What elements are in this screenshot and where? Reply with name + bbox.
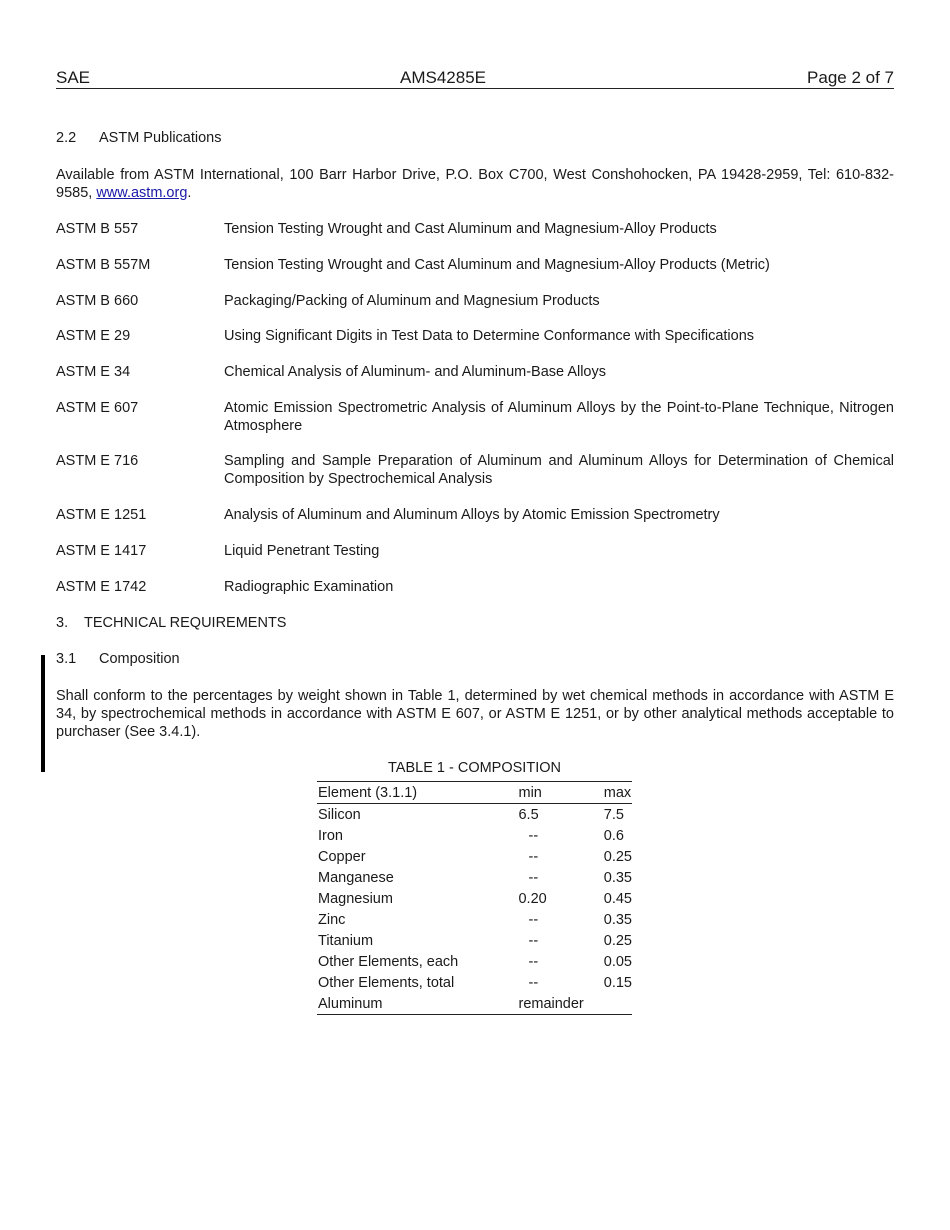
table-row: [317, 909, 632, 930]
reference-code: ASTM E 1251: [56, 507, 147, 523]
min-cell: --: [528, 911, 539, 928]
header-min: min: [518, 784, 542, 801]
element-cell: Silicon: [318, 806, 361, 823]
reference-title: Radiographic Examination: [224, 579, 394, 595]
reference-title: Packaging/Packing of Aluminum and Magnesium Products: [224, 293, 600, 309]
availability-text: Available from ASTM International, 100 Barr Harbor Drive, P.O. Box C700, West Conshohocken, PA 19428-2959, Tel: 610-832-9585,: [56, 167, 894, 201]
max-cell: 0.45: [603, 890, 632, 907]
header-page-number: Page 2 of 7: [807, 68, 894, 87]
min-cell: --: [528, 848, 539, 865]
element-cell: Other Elements, total: [318, 974, 455, 991]
section-2-2-heading: [56, 129, 222, 147]
table-row: [317, 888, 632, 909]
section-number: 3.: [56, 615, 69, 631]
min-cell: --: [528, 869, 539, 886]
table-row: [317, 846, 632, 867]
table-header-row: [317, 782, 632, 804]
element-cell: Other Elements, each: [318, 953, 459, 970]
reference-item: [56, 220, 894, 238]
reference-item: [56, 452, 894, 488]
reference-title: Tension Testing Wrought and Cast Aluminum and Magnesium-Alloy Products (Metric): [224, 257, 770, 273]
max-cell: 0.25: [603, 932, 632, 949]
max-cell: 0.35: [603, 869, 632, 886]
table-row: [317, 804, 632, 826]
reference-item: [56, 399, 894, 435]
table-row: [317, 951, 632, 972]
table-row: [317, 993, 632, 1015]
header-org: SAE: [56, 68, 91, 87]
reference-code: ASTM B 660: [56, 293, 139, 309]
reference-code: ASTM E 1742: [56, 579, 147, 595]
reference-item: [56, 542, 894, 560]
min-cell: --: [528, 932, 539, 949]
reference-item: [56, 292, 894, 310]
reference-item: [56, 578, 894, 596]
max-cell: 0.25: [603, 848, 632, 865]
composition-table: [317, 781, 632, 1015]
min-cell: --: [528, 974, 539, 991]
element-cell: Titanium: [318, 932, 374, 949]
section-number: 2.2: [56, 130, 77, 146]
section-title: ASTM Publications: [99, 130, 222, 146]
min-cell: 6.5: [518, 806, 539, 823]
section-title: Composition: [99, 651, 180, 667]
astm-availability-paragraph: [56, 166, 894, 202]
section-number: 3.1: [56, 651, 77, 667]
element-cell: Zinc: [318, 911, 346, 928]
header-doc-number: AMS4285E: [400, 68, 486, 87]
reference-code: ASTM B 557M: [56, 257, 151, 273]
element-cell: Aluminum: [318, 995, 383, 1012]
element-cell: Manganese: [318, 869, 394, 886]
availability-end: .: [187, 185, 192, 201]
reference-title: Chemical Analysis of Aluminum- and Aluminum-Base Alloys: [224, 364, 606, 380]
min-cell: --: [528, 953, 539, 970]
table-row: [317, 867, 632, 888]
page-header: [56, 68, 894, 89]
reference-code: ASTM E 607: [56, 400, 139, 416]
min-cell: --: [528, 827, 539, 844]
reference-title: Atomic Emission Spectrometric Analysis of Aluminum Alloys by the Point-to-Plane Technique, Nitrogen Atmosphere: [224, 400, 894, 434]
reference-title: Tension Testing Wrought and Cast Aluminum and Magnesium-Alloy Products: [224, 221, 717, 237]
reference-title: Using Significant Digits in Test Data to Determine Conformance with Specifications: [224, 328, 755, 344]
reference-code: ASTM B 557: [56, 221, 139, 237]
max-cell: 0.05: [603, 953, 632, 970]
header-element: Element (3.1.1): [318, 784, 418, 801]
section-title: TECHNICAL REQUIREMENTS: [84, 615, 287, 631]
reference-code: ASTM E 29: [56, 328, 131, 344]
reference-title: Sampling and Sample Preparation of Aluminum and Aluminum Alloys for Determination of Chemical Composition by Spectrochemical Analysis: [224, 453, 894, 487]
table-caption: TABLE 1 - COMPOSITION: [388, 760, 561, 776]
reference-title: Analysis of Aluminum and Aluminum Alloys by Atomic Emission Spectrometry: [224, 507, 720, 523]
max-cell: 0.35: [603, 911, 632, 928]
reference-code: ASTM E 716: [56, 453, 139, 469]
revision-change-bar: [41, 655, 45, 772]
reference-item: [56, 256, 894, 274]
reference-code: ASTM E 1417: [56, 543, 147, 559]
reference-item: [56, 506, 894, 524]
max-cell: 7.5: [603, 806, 624, 823]
header-max: max: [603, 784, 632, 801]
element-cell: Magnesium: [318, 890, 393, 907]
reference-item: [56, 363, 894, 381]
max-cell: [604, 993, 632, 1015]
reference-code: ASTM E 34: [56, 364, 131, 380]
section-3-heading: [56, 614, 286, 632]
composition-paragraph: Shall conform to the percentages by weight shown in Table 1, determined by wet chemical methods in accordance with ASTM E 34, by spectrochemical methods in accordance with ASTM E 607, or ASTM E 1251, or by other analytical methods acceptable to purchaser (See 3.4.1).: [56, 688, 894, 740]
max-cell: 0.6: [603, 827, 624, 844]
astm-link[interactable]: www.astm.org: [96, 185, 188, 201]
reference-title: Liquid Penetrant Testing: [224, 543, 380, 559]
table-row: [317, 930, 632, 951]
element-cell: Copper: [318, 848, 366, 865]
max-cell: 0.15: [603, 974, 632, 991]
element-cell: Iron: [318, 827, 343, 844]
table-row: [317, 972, 632, 993]
min-cell: remainder: [518, 995, 584, 1012]
reference-item: [56, 327, 894, 345]
min-cell: 0.20: [518, 890, 547, 907]
table-row: [317, 825, 632, 846]
section-3-1-heading: [56, 650, 180, 668]
